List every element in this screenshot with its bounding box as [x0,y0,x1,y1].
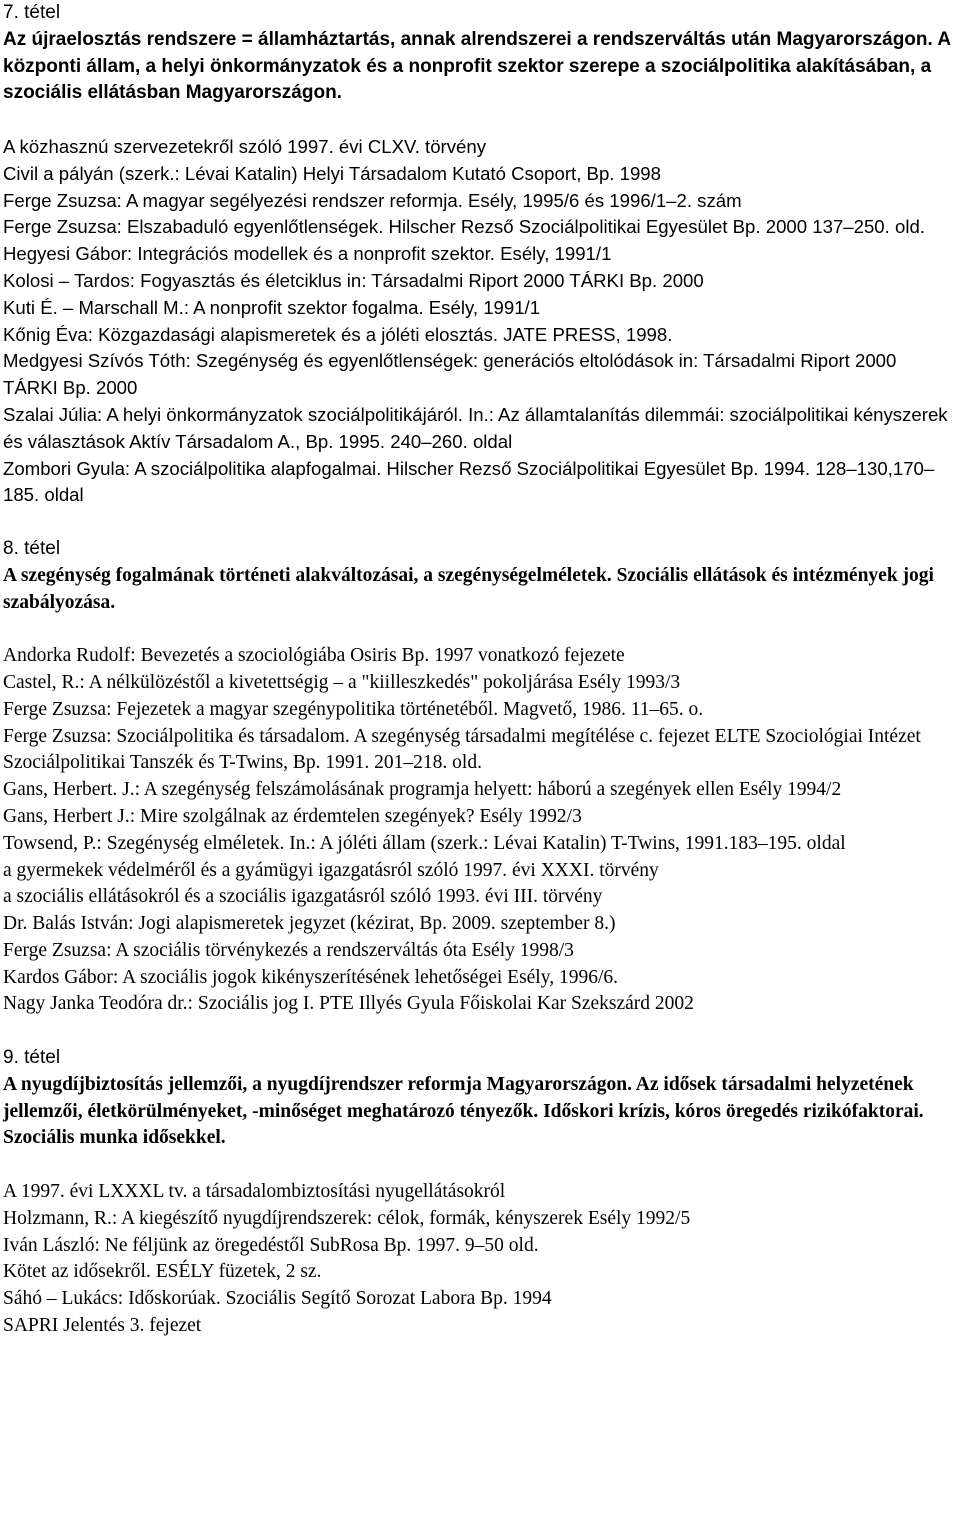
reference-list [3,1179,954,1340]
reference-item: A közhasznú szervezetekről szóló 1997. évi CLXV. törvény [3,135,487,157]
reference-item: Hegyesi Gábor: Integrációs modellek és a nonprofit szektor. Esély, 1991/1 [3,243,612,265]
reference-list [3,643,954,1018]
reference-item: a gyermekek védelméről és a gyámügyi igazgatásról szóló 1997. évi XXXI. törvény [3,859,659,881]
spacer [3,1018,954,1045]
reference-item: a szociális ellátásokról és a szociális igazgatásról szóló 1993. évi III. törvény [3,886,603,908]
reference-item: Kuti É. – Marschall M.: A nonprofit szektor fogalma. Esély, 1991/1 [3,296,541,318]
reference-item: Iván László: Ne féljünk az öregedéstől SubRosa Bp. 1997. 9–50 old. [3,1234,539,1256]
reference-item: Kőnig Éva: Közgazdasági alapismeretek és a jóléti elosztás. JATE PRESS, 1998. [3,323,673,345]
spacer [3,107,954,134]
reference-item: Towsend, P.: Szegénység elméletek. In.: A jóléti állam (szerk.: Lévai Katalin) T-Twins, 1991.183–195. oldal [3,832,846,854]
section-9 [3,1045,954,1340]
reference-item: Ferge Zsuzsa: Fejezetek a magyar szegénypolitika történetéből. Magvető, 1986. 11–65. o. [3,698,704,720]
spacer [3,509,954,536]
reference-item: Kolosi – Tardos: Fogyasztás és életciklus in: Társadalmi Riport 2000 TÁRKI Bp. 2000 [3,269,704,291]
reference-item: Holzmann, R.: A kiegészítő nyugdíjrendszerek: célok, formák, kényszerek Esély 1992/5 [3,1207,691,1229]
section-7 [3,0,954,509]
section-8 [3,536,954,1018]
section-heading: A szegénység fogalmának történeti alakváltozásai, a szegénységelméletek. Szociális ellátások és intézmények jogi szabályozása. [3,564,934,613]
reference-item: Ferge Zsuzsa: A szociális törvénykezés a rendszerváltás óta Esély 1998/3 [3,939,574,961]
spacer [3,616,954,643]
reference-item: Andorka Rudolf: Bevezetés a szociológiába Osiris Bp. 1997 vonatkozó fejezete [3,645,625,667]
reference-item: Kardos Gábor: A szociális jogok kikényszerítésének lehetőségei Esély, 1996/6. [3,966,619,988]
section-number: 7. tétel [3,2,61,23]
reference-item: Kötet az idősekről. ESÉLY füzetek, 2 sz. [3,1261,322,1283]
section-heading: Az újraelosztás rendszere = államháztartás, annak alrendszerei a rendszerváltás után Magyarországon. A központi állam, a helyi önkormányzatok és a nonprofit szektor szerepe a szociálpolitika alakításában, a szociális ellátásban Magyarországon. [3,28,951,104]
reference-item: Dr. Balás István: Jogi alapismeretek jegyzet (kézirat, Bp. 2009. szeptember 8.) [3,913,616,935]
reference-item: Medgyesi Szívós Tóth: Szegénység és egyenlőtlenségek: generációs eltolódások in: Társadalmi Riport 2000 TÁRKI Bp. 2000 [3,350,897,399]
section-number: 8. tétel [3,537,61,559]
reference-item: Sáhó – Lukács: Időskorúak. Szociális Segítő Sorozat Labora Bp. 1994 [3,1288,552,1310]
reference-item: Ferge Zsuzsa: Elszabaduló egyenlőtlenségek. Hilscher Rezső Szociálpolitikai Egyesület Bp. 2000 137–250. old. [3,216,925,238]
reference-list [3,134,954,509]
reference-item: SAPRI Jelentés 3. fejezet [3,1315,202,1337]
spacer [3,1152,954,1179]
reference-item: Ferge Zsuzsa: A magyar segélyezési rendszer reformja. Esély, 1995/6 és 1996/1–2. szám [3,189,742,211]
reference-item: Zombori Gyula: A szociálpolitika alapfogalmai. Hilscher Rezső Szociálpolitikai Egyesület Bp. 1994. 128–130,170–185. oldal [3,457,935,506]
section-number: 9. tétel [3,1047,61,1069]
reference-item: Gans, Herbert J.: Mire szolgálnak az érdemtelen szegények? Esély 1992/3 [3,805,582,827]
reference-item: Gans, Herbert. J.: A szegénység felszámolásának programja helyett: háború a szegények ellen Esély 1994/2 [3,779,842,801]
reference-item: Szalai Júlia: A helyi önkormányzatok szociálpolitikájáról. In.: Az államtalanítás dilemmái: szociálpolitikai kényszerek és választások Aktív Társadalom A., Bp. 1995. 240–260. oldal [3,403,948,452]
reference-item: Civil a pályán (szerk.: Lévai Katalin) Helyi Társadalom Kutató Csoport, Bp. 1998 [3,162,661,184]
reference-item: Castel, R.: A nélkülözéstől a kivetettségig – a "kiilleszkedés" pokoljárása Esély 1993/3 [3,671,681,693]
reference-item: A 1997. évi LXXXL tv. a társadalombiztosítási nyugellátásokról [3,1181,506,1203]
reference-item: Nagy Janka Teodóra dr.: Szociális jog I. PTE Illyés Gyula Főiskolai Kar Szekszárd 2002 [3,993,694,1015]
reference-item: Ferge Zsuzsa: Szociálpolitika és társadalom. A szegénység társadalmi megítélése c. fejezet ELTE Szociológiai Intézet Szociálpolitikai Tanszék és T-Twins, Bp. 1991. 201–218. old. [3,725,921,774]
section-heading: A nyugdíjbiztosítás jellemzői, a nyugdíjrendszer reformja Magyarországon. Az idősek társadalmi helyzetének jellemzői, életkörülményeket, -minőséget meghatározó tényezők. Időskori krízis, kóros öregedés rizikófaktorai. Szociális munka idősekkel. [3,1073,924,1149]
